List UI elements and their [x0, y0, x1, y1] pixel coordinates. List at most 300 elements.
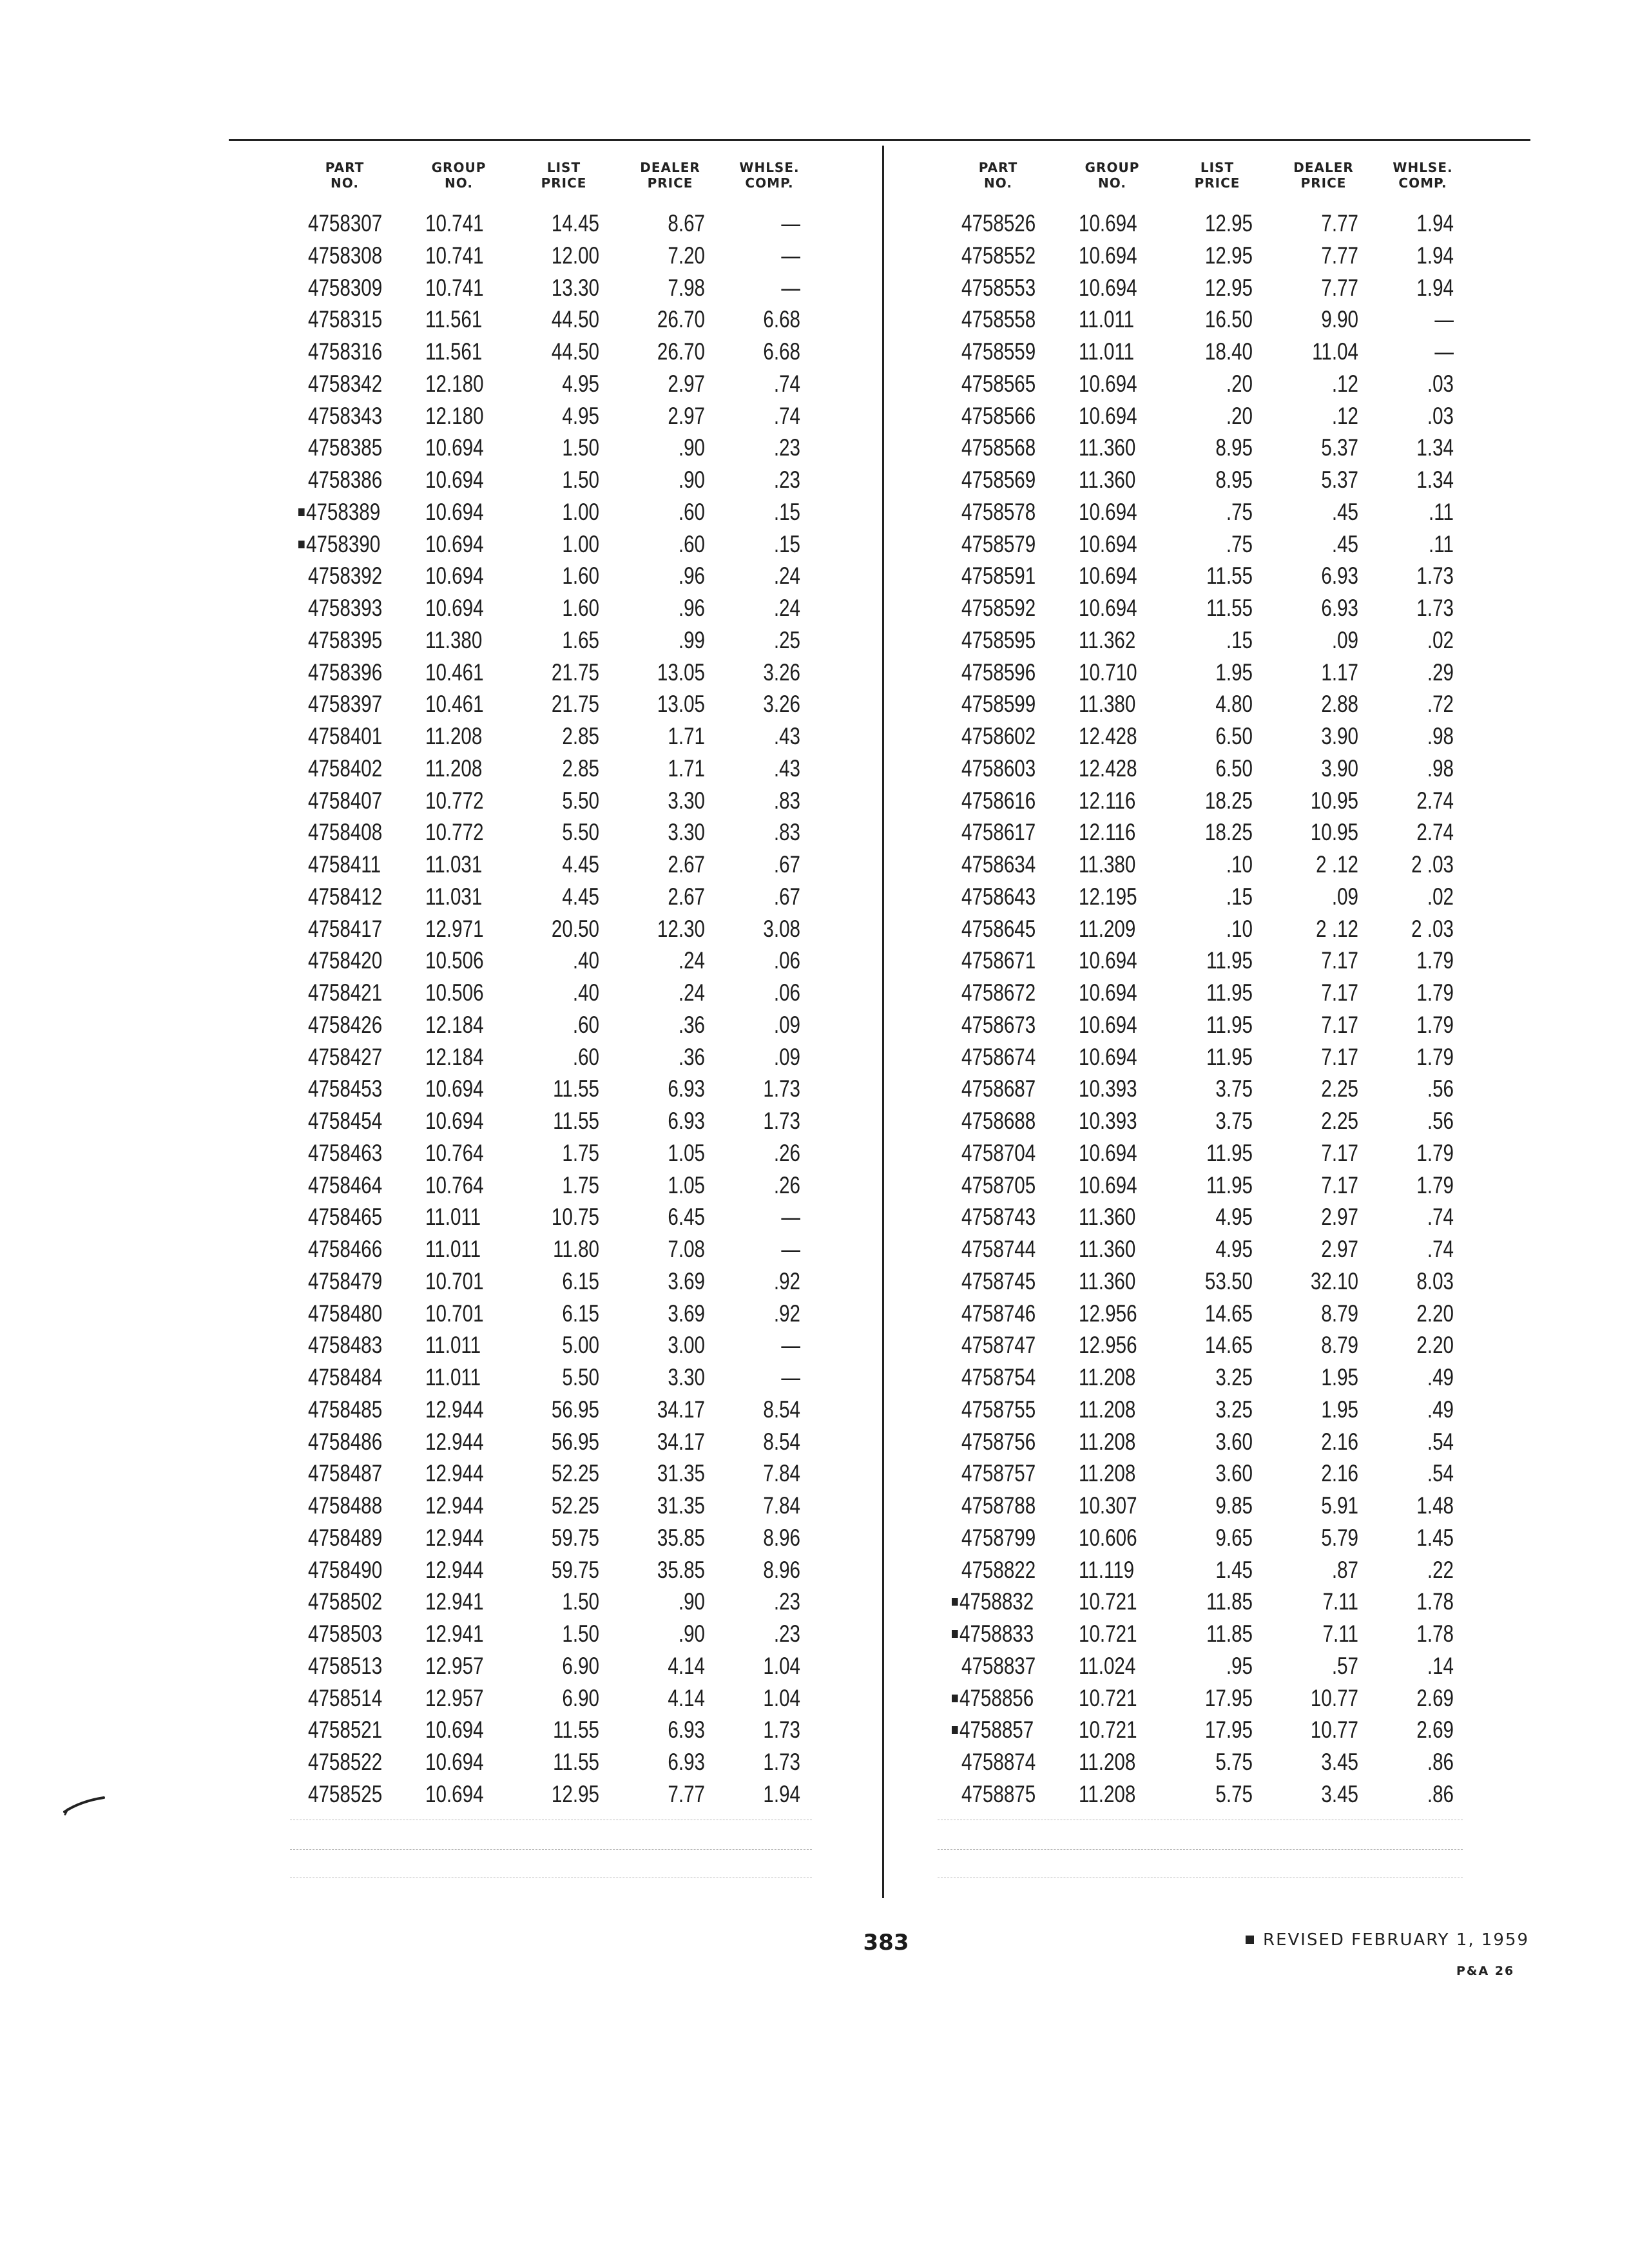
cell-group-text: 10.694 [1079, 370, 1137, 397]
cell-list [1150, 1619, 1253, 1649]
page-number: 383 [863, 1930, 909, 1956]
cell-list [496, 1684, 599, 1713]
cell-list-text: 1.50 [562, 1620, 599, 1647]
cell-part-text: 4758490 [308, 1556, 383, 1583]
cell-dealer [602, 561, 705, 591]
cell-dealer [602, 1715, 705, 1745]
cell-part-text: 4758553 [961, 274, 1036, 301]
cell-group [1079, 1491, 1137, 1521]
cell-whlse [1351, 465, 1454, 495]
cell-group [425, 530, 484, 559]
cell-group [425, 1010, 484, 1040]
cell-whlse-text: .24 [773, 562, 800, 590]
cell-dealer [1255, 1684, 1358, 1713]
cell-whlse-text: — [781, 1332, 800, 1359]
cell-part-text: 4758412 [308, 883, 383, 910]
cell-list [496, 369, 599, 399]
cell-group-text: 12.184 [425, 1011, 484, 1038]
cell-whlse-text: 8.96 [763, 1524, 800, 1551]
cell-dealer-text: 2.67 [668, 883, 705, 910]
cell-dealer-text: 26.70 [657, 306, 705, 333]
cell-part-text: 4758521 [308, 1716, 383, 1744]
cell-part-text: 4758315 [308, 306, 383, 333]
cell-dealer [602, 882, 705, 912]
cell-whlse [1351, 530, 1454, 559]
cell-dealer-text: 8.79 [1321, 1300, 1358, 1327]
cell-whlse [1351, 1684, 1454, 1713]
cell-whlse [697, 305, 800, 334]
cell-group-text: 11.360 [1079, 466, 1136, 493]
cell-part-text: 4758401 [308, 723, 383, 749]
cell-group [1079, 1587, 1137, 1617]
cell-list [496, 530, 599, 559]
cell-part [961, 1171, 1036, 1200]
cell-whlse [697, 882, 800, 912]
cell-list-text: 4.95 [1215, 1204, 1253, 1231]
cell-part [961, 241, 1036, 271]
cell-dealer-text: 7.17 [1321, 1043, 1358, 1070]
cell-whlse-text: .72 [1427, 691, 1454, 718]
cell-whlse-text: .22 [1427, 1556, 1454, 1583]
cell-list [496, 1715, 599, 1745]
cell-whlse [1351, 1299, 1454, 1329]
cell-part [308, 914, 382, 944]
cell-part [308, 1235, 382, 1264]
cell-group-text: 10.721 [1079, 1620, 1137, 1647]
cell-part-text: 4758411 [308, 851, 381, 878]
cell-dealer [602, 1235, 705, 1264]
cell-dealer-text: 7.77 [1321, 242, 1358, 269]
cell-part-text: 4758417 [308, 915, 383, 942]
cell-whlse-text: .43 [773, 754, 800, 782]
cell-whlse [1351, 1651, 1454, 1681]
cell-part [961, 433, 1036, 463]
cell-list-text: 1.50 [562, 434, 599, 461]
cell-list-text: 12.95 [1204, 210, 1253, 236]
cell-dealer-text: .57 [1331, 1652, 1358, 1679]
cell-list [496, 1587, 599, 1617]
cell-group-text: 12.180 [425, 402, 484, 429]
cell-whlse-text: .98 [1427, 723, 1454, 749]
cell-part [308, 1715, 382, 1745]
cell-dealer-text: 5.37 [1321, 466, 1358, 493]
cell-group [425, 722, 482, 751]
cell-group [1079, 1202, 1135, 1232]
cell-dealer-text: 2.67 [668, 851, 705, 878]
cell-group-text: 12.428 [1079, 754, 1137, 782]
cell-whlse [697, 626, 800, 655]
cell-part [961, 305, 1036, 334]
cell-dealer [602, 273, 705, 303]
cell-dealer-text: 10.95 [1310, 787, 1358, 814]
cell-dealer [1255, 1587, 1358, 1617]
cell-whlse-text: 1.79 [1416, 979, 1454, 1006]
cell-dealer-text: .96 [678, 562, 705, 590]
cell-group [1079, 1074, 1137, 1104]
cell-dealer [602, 1619, 705, 1649]
cell-list-text: 12.95 [551, 1780, 599, 1807]
cell-group-text: 10.694 [425, 1749, 484, 1775]
cell-whlse [1351, 337, 1454, 367]
cell-list-text: .40 [572, 979, 599, 1006]
cell-whlse [697, 1395, 800, 1425]
cell-whlse-text: .74 [1427, 1204, 1454, 1231]
cell-whlse [697, 241, 800, 271]
header-whlse-line2: COMP. [745, 175, 794, 191]
cell-list-text: 11.55 [553, 1108, 599, 1134]
cell-dealer [1255, 1139, 1358, 1168]
cell-group [1079, 561, 1137, 591]
cell-dealer [1255, 1523, 1358, 1553]
cell-whlse [697, 273, 800, 303]
cell-list [1150, 1459, 1253, 1488]
cell-group [1079, 530, 1137, 559]
cell-group-text: 12.195 [1079, 883, 1137, 910]
cell-part [308, 1139, 382, 1168]
cell-dealer [602, 1267, 705, 1296]
cell-group-text: 12.180 [425, 370, 484, 397]
cell-group-text: 12.944 [425, 1556, 484, 1583]
cell-dealer-text: .96 [678, 595, 705, 621]
cell-list [1150, 689, 1253, 719]
cell-list-text: 1.00 [562, 498, 599, 525]
cell-part-text: 4758427 [308, 1043, 383, 1070]
cell-group [425, 1267, 484, 1296]
cell-group-text: 11.360 [1079, 1236, 1136, 1262]
cell-part [952, 1587, 1034, 1617]
cell-whlse-text: .02 [1427, 883, 1454, 910]
cell-whlse-text: 1.73 [763, 1716, 800, 1744]
cell-whlse [1351, 1202, 1454, 1232]
cell-group [425, 1074, 484, 1104]
cell-list-text: .75 [1226, 530, 1253, 557]
cell-dealer [602, 658, 705, 687]
cell-dealer-text: 10.77 [1310, 1716, 1358, 1744]
cell-list [1150, 1395, 1253, 1425]
cell-dealer [1255, 1619, 1358, 1649]
cell-dealer [1255, 1395, 1358, 1425]
cell-part-text: 4758426 [308, 1011, 383, 1038]
cell-dealer [602, 1171, 705, 1200]
header-whlse-line1: WHLSE. [739, 160, 800, 175]
cell-group-text: 10.461 [425, 658, 484, 686]
revision-note [1246, 1930, 1529, 1950]
cell-group [1079, 273, 1137, 303]
cell-part-text: 4758596 [961, 658, 1036, 686]
cell-dealer [1255, 369, 1358, 399]
cell-whlse [697, 722, 800, 751]
cell-list-text: 10.75 [551, 1204, 599, 1231]
cell-group [1079, 337, 1134, 367]
cell-part [308, 754, 382, 783]
cell-dealer-text: 2.97 [1321, 1236, 1358, 1262]
cell-part-text: 4758522 [308, 1749, 383, 1775]
cell-dealer-text: 6.93 [1321, 595, 1358, 621]
cell-dealer-text: 7.17 [1321, 1011, 1358, 1038]
cell-dealer-text: 3.00 [668, 1332, 705, 1359]
header-list-line2: PRICE [1194, 175, 1240, 191]
cell-group [425, 850, 482, 879]
cell-whlse [697, 1235, 800, 1264]
cell-group-text: 11.011 [425, 1332, 481, 1359]
cell-part [308, 1523, 382, 1553]
cell-part-text: 4758396 [308, 658, 383, 686]
revision-marker-icon [952, 1726, 958, 1734]
cell-group [1079, 786, 1135, 816]
cell-whlse-text: 3.08 [763, 915, 800, 942]
cell-part-text: 4758566 [961, 402, 1036, 429]
cell-whlse-text: .23 [773, 466, 800, 493]
cell-group-text: 11.011 [1079, 338, 1135, 365]
cell-list-text: 6.90 [562, 1684, 599, 1711]
cell-group [425, 561, 484, 591]
cell-part-text: 4758385 [308, 434, 383, 461]
cell-dealer [602, 1427, 705, 1457]
cell-list-text: 17.95 [1204, 1716, 1253, 1744]
cell-dealer [1255, 1747, 1358, 1777]
cell-list-text: 59.75 [551, 1556, 599, 1583]
cell-part [961, 1074, 1036, 1104]
cell-whlse [1351, 914, 1454, 944]
cell-whlse [1351, 1106, 1454, 1136]
cell-list [496, 465, 599, 495]
cell-whlse-text: — [1434, 338, 1454, 365]
cell-group [1079, 241, 1137, 271]
revision-text: REVISED FEBRUARY 1, 1959 [1263, 1930, 1530, 1950]
cell-whlse-text: .43 [773, 723, 800, 749]
cell-list-text: 4.80 [1215, 691, 1253, 718]
cell-list-text: 13.30 [551, 274, 599, 301]
cell-part [308, 1267, 382, 1296]
cell-group-text: 10.741 [425, 274, 484, 301]
cell-whlse [697, 1171, 800, 1200]
cell-dealer-text: .36 [678, 1011, 705, 1038]
cell-part-text: 4758488 [308, 1492, 383, 1519]
cell-group-text: 10.694 [425, 1716, 484, 1744]
cell-dealer-text: .09 [1331, 626, 1358, 653]
cell-part [961, 626, 1036, 655]
blank-rule [290, 1849, 812, 1850]
cell-list-text: 5.75 [1215, 1749, 1253, 1775]
cell-dealer-text: .24 [678, 947, 705, 974]
cell-list-text: 3.25 [1215, 1364, 1253, 1390]
cell-part-text: 4758687 [961, 1075, 1036, 1102]
cell-dealer [1255, 530, 1358, 559]
cell-list [1150, 882, 1253, 912]
cell-group-text: 11.208 [425, 754, 483, 782]
cell-part-text: 4758463 [308, 1139, 383, 1166]
cell-part-text: 4758502 [308, 1588, 383, 1615]
cell-group-text: 11.024 [1079, 1652, 1136, 1679]
cell-list [496, 722, 599, 751]
cell-group [425, 658, 484, 687]
cell-whlse [1351, 722, 1454, 751]
cell-part-text: 4758386 [308, 466, 383, 493]
cell-list [496, 978, 599, 1008]
cell-list-text: 1.50 [562, 466, 599, 493]
cell-whlse-text: .86 [1427, 1780, 1454, 1807]
cell-part [308, 1171, 382, 1200]
cell-dealer [602, 1651, 705, 1681]
cell-part [961, 465, 1036, 495]
cell-part-text: 4758480 [308, 1300, 383, 1327]
cell-whlse-text: 8.54 [763, 1396, 800, 1423]
cell-group [1079, 1299, 1137, 1329]
cell-list-text: 4.95 [1215, 1236, 1253, 1262]
cell-whlse [697, 1715, 800, 1745]
cell-dealer [602, 1331, 705, 1360]
revision-marker-icon [952, 1630, 958, 1638]
cell-dealer [1255, 1331, 1358, 1360]
cell-list [496, 1139, 599, 1168]
cell-whlse-text: — [781, 1364, 800, 1390]
cell-whlse [697, 689, 800, 719]
cell-whlse-text: 1.79 [1416, 1011, 1454, 1038]
cell-whlse [697, 818, 800, 847]
cell-whlse [1351, 1555, 1454, 1585]
cell-group [425, 209, 484, 238]
cell-whlse [1351, 658, 1454, 687]
cell-part-text: 4758466 [308, 1236, 383, 1262]
cell-part [961, 530, 1036, 559]
cell-whlse [697, 1010, 800, 1040]
cell-dealer-text: .45 [1331, 498, 1358, 525]
cell-part-text: 4758559 [961, 338, 1036, 365]
cell-list-text: 4.45 [562, 883, 599, 910]
cell-group-text: 10.721 [1079, 1588, 1137, 1615]
cell-group [1079, 465, 1135, 495]
cell-whlse-text: 1.79 [1416, 1171, 1454, 1198]
cell-whlse-text: .06 [773, 979, 800, 1006]
cell-dealer [1255, 658, 1358, 687]
cell-whlse [1351, 593, 1454, 623]
cell-group-text: 11.208 [1079, 1428, 1136, 1455]
cell-part-text: 4758603 [961, 754, 1036, 782]
cell-whlse-text: .83 [773, 819, 800, 846]
cell-group-text: 10.694 [1079, 979, 1137, 1006]
cell-whlse-text: 8.03 [1416, 1267, 1454, 1294]
cell-dealer-text: 7.11 [1322, 1620, 1358, 1647]
cell-whlse-text: .49 [1427, 1396, 1454, 1423]
cell-part [961, 1139, 1036, 1168]
cell-list [496, 1491, 599, 1521]
cell-group-text: 10.307 [1079, 1492, 1137, 1519]
cell-group [425, 1555, 484, 1585]
cell-dealer [602, 1202, 705, 1232]
revision-marker-icon [298, 541, 305, 548]
cell-whlse [1351, 561, 1454, 591]
cell-whlse [1351, 786, 1454, 816]
cell-list [1150, 722, 1253, 751]
cell-dealer-text: 35.85 [657, 1556, 705, 1583]
cell-whlse-text: 1.94 [1416, 274, 1454, 301]
cell-list [496, 1363, 599, 1392]
cell-part [308, 850, 381, 879]
cell-part-text: 4758453 [308, 1075, 383, 1102]
cell-part-text: 4758617 [961, 819, 1036, 846]
cell-part-text: 4758309 [308, 274, 383, 301]
cell-group-text: 10.694 [1079, 595, 1137, 621]
cell-part-text: 4758479 [308, 1267, 383, 1294]
cell-group [425, 369, 484, 399]
cell-whlse [697, 850, 800, 879]
header-list-line1: LIST [1200, 160, 1235, 175]
cell-whlse-text: .74 [773, 370, 800, 397]
cell-dealer-text: 35.85 [657, 1524, 705, 1551]
cell-dealer [1255, 689, 1358, 719]
cell-part-text: 4758552 [961, 242, 1036, 269]
cell-part-text: 4758592 [961, 595, 1036, 621]
cell-group [425, 1235, 481, 1264]
cell-whlse [697, 1043, 800, 1072]
cell-dealer-text: 7.17 [1321, 979, 1358, 1006]
cell-part-text: 4758671 [961, 947, 1036, 974]
cell-list-text: 6.50 [1215, 754, 1253, 782]
cell-part-text: 4758390 [306, 530, 381, 557]
cell-whlse-text: .06 [773, 947, 800, 974]
cell-list [1150, 1202, 1253, 1232]
cell-whlse-text: — [781, 210, 800, 236]
cell-whlse [1351, 209, 1454, 238]
revision-marker-icon [1246, 1936, 1254, 1944]
cell-dealer [1255, 882, 1358, 912]
cell-whlse-text: 7.84 [763, 1460, 800, 1487]
cell-part-text: 4758837 [961, 1652, 1036, 1679]
cell-list [496, 273, 599, 303]
cell-group [425, 593, 484, 623]
cell-whlse-text: — [781, 1204, 800, 1231]
cell-part-text: 4758526 [961, 210, 1036, 236]
cell-dealer [1255, 1363, 1358, 1392]
cell-group [1079, 1651, 1135, 1681]
cell-dealer-text: 2.16 [1321, 1460, 1358, 1487]
cell-part [952, 1715, 1034, 1745]
cell-whlse-text: .86 [1427, 1749, 1454, 1775]
cell-list-text: 5.50 [562, 819, 599, 846]
cell-whlse [697, 978, 800, 1008]
cell-group [1079, 1395, 1135, 1425]
cell-part-text: 4758525 [308, 1780, 383, 1807]
cell-list-text: 4.45 [562, 851, 599, 878]
cell-dealer [602, 786, 705, 816]
cell-dealer [1255, 433, 1358, 463]
cell-whlse-text: 1.48 [1416, 1492, 1454, 1519]
header-group-line2: NO. [1098, 175, 1126, 191]
cell-dealer-text: 3.90 [1321, 754, 1358, 782]
cell-group [1079, 1619, 1137, 1649]
cell-dealer [1255, 1010, 1358, 1040]
cell-list-text: 11.55 [1206, 595, 1253, 621]
cell-list-text: 3.60 [1215, 1428, 1253, 1455]
cell-whlse [1351, 241, 1454, 271]
cell-whlse-text: 1.04 [763, 1652, 800, 1679]
cell-whlse [1351, 818, 1454, 847]
cell-dealer [602, 1074, 705, 1104]
cell-dealer-text: .90 [678, 434, 705, 461]
cell-list [1150, 209, 1253, 238]
cell-part [308, 209, 382, 238]
cell-whlse [697, 497, 800, 527]
cell-whlse [697, 1587, 800, 1617]
cell-dealer-text: 3.30 [668, 1364, 705, 1390]
cell-part-text: 4758397 [308, 691, 383, 718]
cell-part [961, 401, 1036, 431]
cell-part-text: 4758464 [308, 1171, 383, 1198]
cell-list-text: 20.50 [551, 915, 599, 942]
cell-part-text: 4758487 [308, 1460, 383, 1487]
cell-whlse-text: 2.69 [1416, 1684, 1454, 1711]
cell-part-text: 4758558 [961, 306, 1036, 333]
